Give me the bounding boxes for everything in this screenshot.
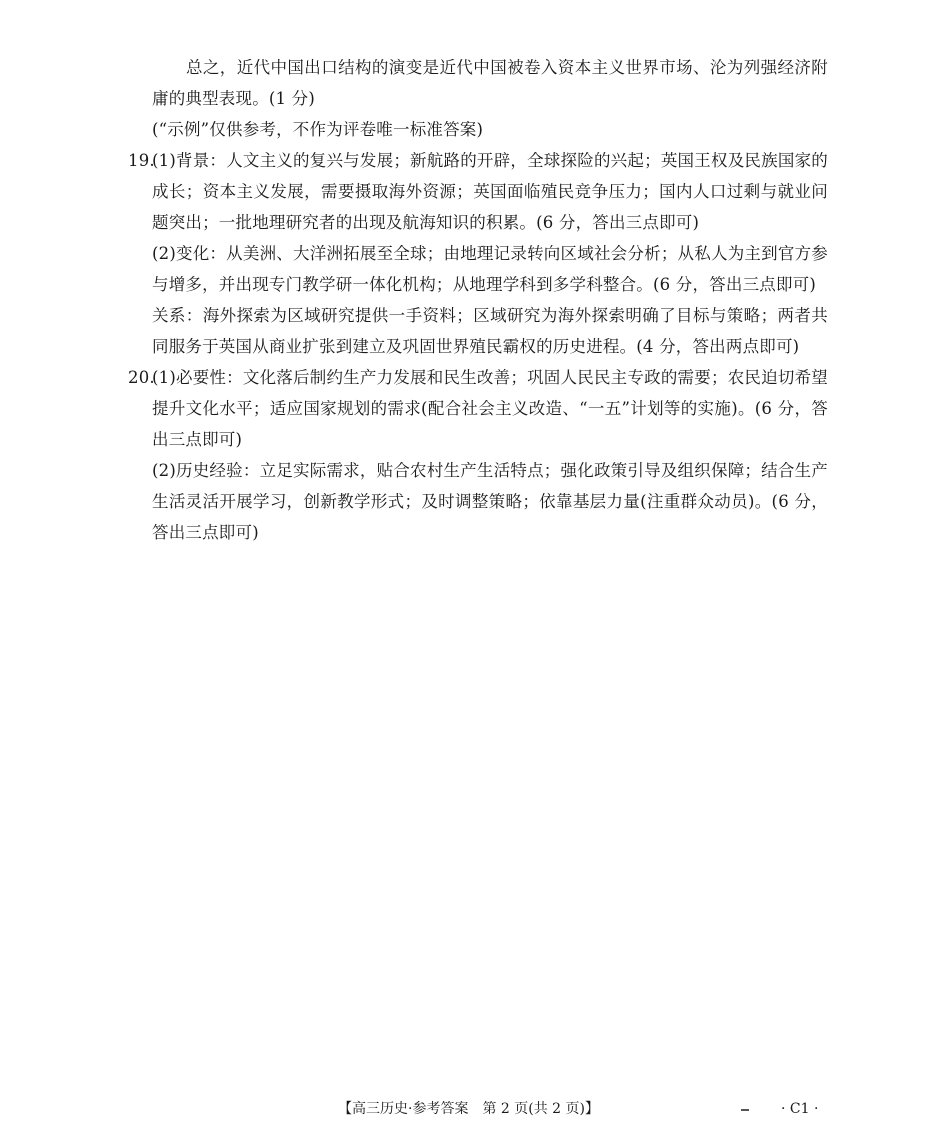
q20-number: 20. — [128, 368, 155, 387]
footer-version-code: · C1 · — [781, 1101, 819, 1117]
q18-conclusion: 总之，近代中国出口结构的演变是近代中国被卷入资本主义世界市场、沦为列强经济附庸的典型表现。(1 分) — [152, 58, 828, 108]
footer-page-info: 【高三历史·参考答案 第 2 页(共 2 页)】 — [338, 1101, 599, 1117]
q20-part1: (1)必要性：文化落后制约生产力发展和民生改善；巩固人民民主专政的需要；农民迫切希望提升文化水平；适应国家规划的需求(配合社会主义改造、“一五”计划等的实施)。(6 分，答出三点即可) — [152, 368, 828, 449]
q19-answer — [128, 145, 828, 238]
example-note: (“示例”仅供参考，不作为评卷唯一标准答案) — [152, 120, 484, 139]
q19-number: 19. — [128, 151, 155, 170]
q19-part2-relation: 关系：海外探索为区域研究提供一手资料；区域研究为海外探索明确了目标与策略；两者共同服务于英国从商业扩张到建立及巩固世界殖民霸权的历史进程。(4 分，答出两点即可) — [152, 306, 828, 356]
q20-part2: (2)历史经验：立足实际需求，贴合农村生产生活特点；强化政策引导及组织保障；结合生产生活灵活开展学习，创新教学形式；及时调整策略；依靠基层力量(注重群众动员)。(6 分，答出三点即可) — [152, 461, 828, 542]
answer-content — [128, 52, 828, 548]
q19-part1: (1)背景：人文主义的复兴与发展；新航路的开辟，全球探险的兴起；英国王权及民族国家的成长；资本主义发展，需要摄取海外资源；英国面临殖民竞争压力；国内人口过剩与就业问题突出；一批地理研究者的出现及航海知识的积累。(6 分，答出三点即可) — [152, 151, 828, 232]
q20-answer — [128, 362, 828, 455]
q19-part2-change: (2)变化：从美洲、大洋洲拓展至全球；由地理记录转向区域社会分析；从私人为主到官方参与增多，并出现专门教学研一体化机构；从地理学科到多学科整合。(6 分，答出三点即可) — [152, 244, 828, 294]
page-footer — [0, 1097, 950, 1121]
footer-dash-mark — [741, 1109, 749, 1111]
